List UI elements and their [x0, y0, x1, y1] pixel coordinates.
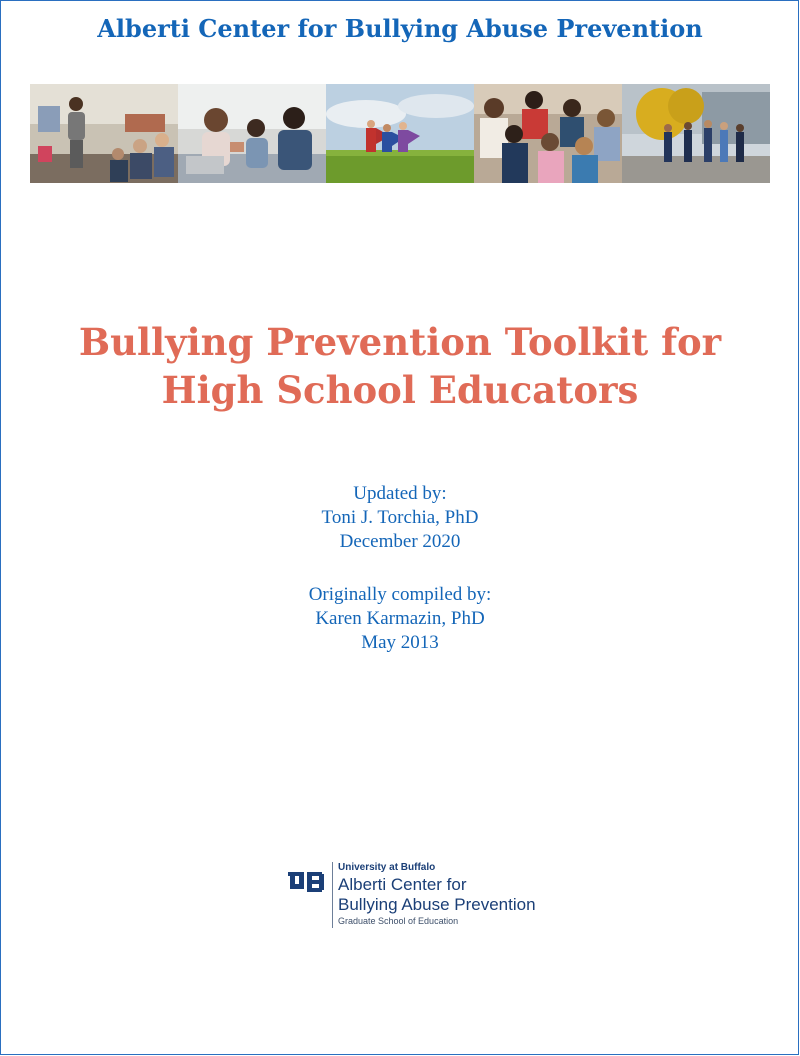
logo-university: University at Buffalo	[338, 862, 436, 873]
family-laptop-photo	[178, 84, 326, 183]
logo-center-name-line1: Alberti Center for	[338, 875, 467, 894]
document-title-line2: High School Educators	[161, 368, 639, 412]
document-title	[0, 318, 800, 414]
original-date: May 2013	[361, 632, 439, 653]
updated-credits	[0, 482, 800, 554]
logo-center-name-line2: Bullying Abuse Prevention	[338, 895, 536, 914]
header-title: Alberti Center for Bullying Abuse Prevention	[97, 14, 703, 43]
original-label: Originally compiled by:	[308, 584, 492, 605]
updated-label: Updated by:	[353, 483, 447, 504]
updated-date: December 2020	[339, 531, 461, 552]
ub-logo-icon	[288, 872, 328, 892]
logo-school: Graduate School of Education	[338, 916, 459, 926]
students-walking-campus-photo	[622, 84, 770, 183]
logo-divider	[332, 862, 333, 928]
photo-strip	[30, 84, 770, 183]
updated-author: Toni J. Torchia, PhD	[321, 507, 479, 528]
children-capes-field-photo	[326, 84, 474, 183]
original-author: Karen Karmazin, PhD	[315, 608, 485, 629]
teacher-classroom-photo	[30, 84, 178, 183]
document-title-line1: Bullying Prevention Toolkit for	[78, 320, 722, 364]
original-credits	[0, 583, 800, 655]
students-group-photo	[474, 84, 622, 183]
alberti-center-logo	[288, 862, 548, 932]
